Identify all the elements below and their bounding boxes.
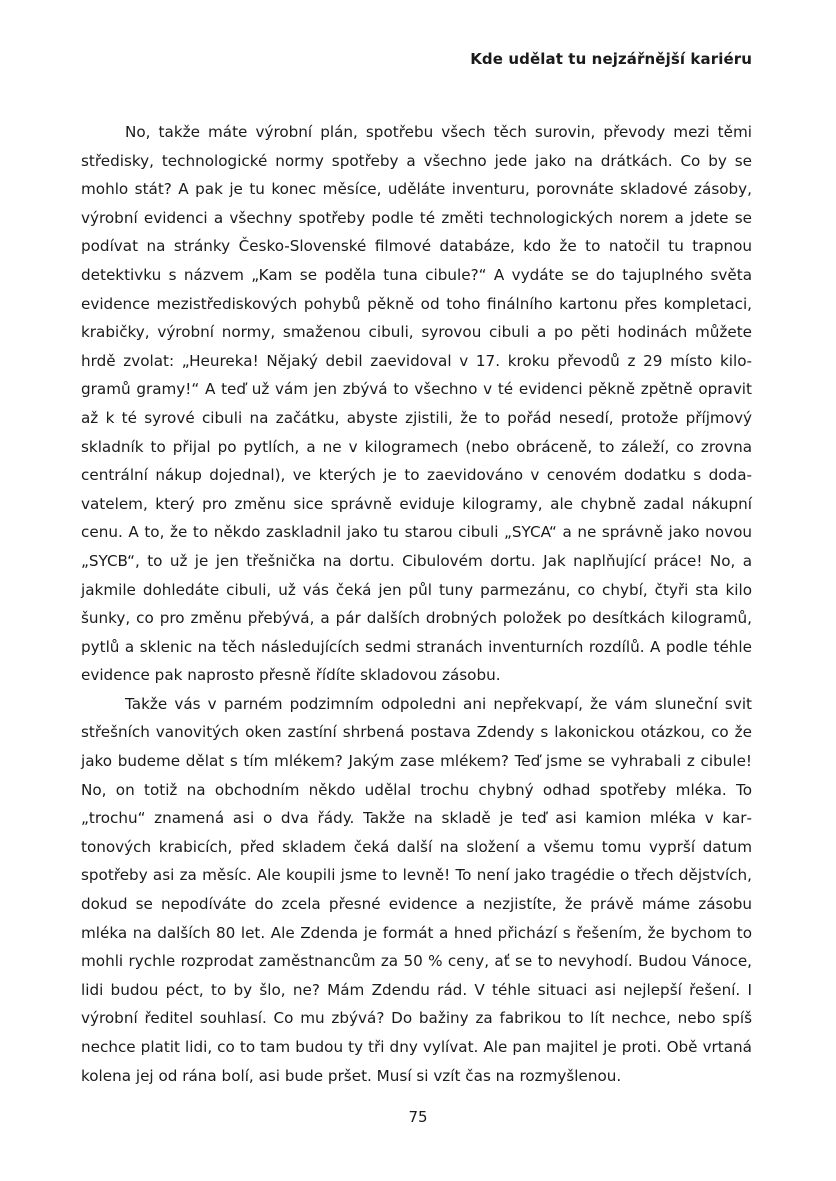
- running-header: Kde udělat tu nejzářnější kariéru: [470, 50, 752, 68]
- page-number: 75: [408, 1108, 428, 1126]
- paragraph: Takže vás v parném podzimním odpoledni ani nepřekvapí, že vám sluneční svit střešních vanovitých oken zastíní shrbená postava Zdendy s lakonickou otázkou, co že jako budeme dělat s tím mlékem? Jakým zase mlékem? Teď jsme se vyhrabali z cibule! No, on totiž na obchodním někdo udělal trochu chybný odhad spotřeby mléka. To „trochu“ znamená asi o dva řády. Takže na skladě je teď asi kamion mléka v kartonových krabicích, před skladem čeká další na složení a všemu tomu vyprší datum spotřeby asi za měsíc. Ale koupili jsme to levně! To není jako tragédie o třech dějstvích, dokud se nepodíváte do zcela přesné evidence a nezjistíte, že právě máme zásobu mléka na dalších 80 let. Ale Zdenda je formát a hned přichází s řešením, že bychom to mohli rychle rozprodat zaměstnancům za 50 % ceny, ať se to nevyhodí. Budou Vánoce, lidi budou péct, to by šlo, ne? Mám Zdendu rád. V téhle situaci asi nejlepší řešení. I výrobní ředitel souhlasí. Co mu zbývá? Do bažiny za fabrikou to lít nechce, nebo spíš nechce platit lidi, co to tam budou ty tři dny vylívat. Ale pan majitel je proti. Obě vrtaná kolena jej od rána bolí, asi bude pršet. Musí si vzít čas na rozmyšlenou.: [81, 694, 752, 1085]
- paragraph: No, takže máte výrobní plán, spotřebu všech těch surovin, převody mezi těmi středisky, technologické normy spotřeby a všechno jede jako na drátkách. Co by se mohlo stát? A pak je tu konec měsíce, uděláte inventuru, porovnáte skladové zásoby, výrobní evidenci a všechny spotřeby podle té změti technologických norem a jdete se podívat na stránky Česko-Slovenské filmové databáze, kdo že to natočil tu trapnou detektivku s názvem „Kam se poděla tuna cibule?“ A vydáte se do tajuplného světa evidence mezistřediskových pohybů pěkně od toho finálního kartonu přes kompletaci, krabičky, výrobní normy, smaženou cibuli, syrovou cibuli a po pěti hodinách můžete hrdě zvolat: „Heureka! Nějaký debil zaevidoval v 17. kroku převodů z 29 místo kilogramů gramy!“ A teď už vám jen zbývá to všechno v té evidenci pěkně zpětně opravit až k té syrové cibuli na začátku, abyste zjistili, že to pořád nesedí, protože příjmový skladník to přijal po pytlích, a ne v kilogramech (nebo obráceně, to záleží, co zrovna centrální nákup dojednal), ve kterých je to zaevidováno v cenovém dodatku s dodavatelem, který pro změnu sice správně eviduje kilogramy, ale chybně zadal nákupní cenu. A to, že to někdo zaskladnil jako tu starou cibuli „SYCA“ a ne správně jako novou „SYCB“, to už je jen třešnička na dortu. Cibulovém dortu. Jak naplňující práce! No, a jakmile dohledáte cibuli, už vás čeká jen půl tuny parmezánu, co chybí, čtyři sta kilo šunky, co pro změnu přebývá, a pár dalších drobných položek po desítkách kilogramů, pytlů a sklenic na těch následujících sedmi stranách inventurních rozdílů. A podle téhle evidence pak naprosto přesně řídíte skladovou zásobu.: [81, 123, 752, 685]
- body-text: [81, 118, 752, 1090]
